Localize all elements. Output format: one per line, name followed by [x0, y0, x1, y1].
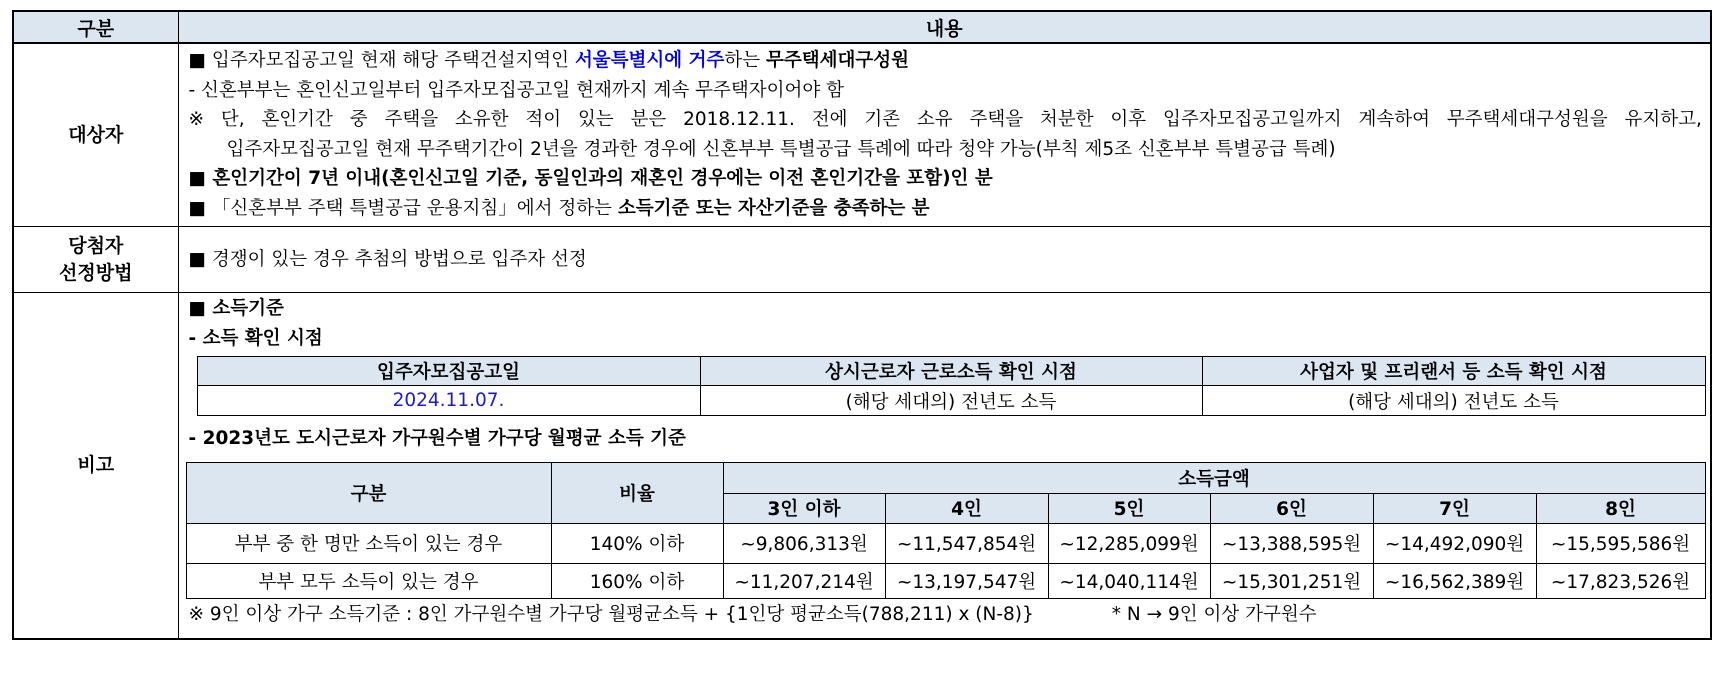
selection-method: ■ 경쟁이 있는 경우 추첨의 방법으로 입주자 선정: [188, 248, 587, 270]
row-label: 부부 모두 소득이 있는 경우: [186, 563, 551, 598]
header-content: 내용: [178, 11, 1711, 43]
target-line-1: [179, 46, 1711, 76]
remarks-label: 비고: [13, 293, 178, 639]
target-line-3-word: 2018.12.11.: [683, 109, 795, 130]
income-value: ~17,823,526원: [1536, 563, 1705, 598]
target-line-5: ■ 혼인기간이 7년 이내(혼인신고일 기준, 동일인과의 재혼인 경우에는 이전 혼인기간을 포함)인 분: [188, 168, 993, 189]
target-line-3-word: 단,: [220, 109, 245, 130]
target-line-1-text: ■ 입주자모집공고일 현재 해당 주택건설지역인: [188, 50, 575, 71]
freelancer-check-value: (해당 세대의) 전년도 소득: [1202, 386, 1705, 416]
income-value: ~15,301,251원: [1210, 563, 1373, 598]
income-check-time-title: - 소득 확인 시점: [188, 327, 323, 349]
row-ratio: 140% 이하: [551, 523, 723, 563]
target-line-3-word: 이후: [1110, 109, 1147, 130]
income-value: ~13,197,547원: [885, 563, 1048, 598]
target-line-3-word: 전에: [811, 109, 848, 130]
col-employee-check: 상시근로자 근로소득 확인 시점: [700, 357, 1202, 386]
target-line-3-word: 처분한: [1039, 109, 1094, 130]
target-line-3-word: 있는: [577, 109, 614, 130]
target-line-6-text: ■ 「신혼부부 주택 특별공급 운용지침」에서 정하는: [188, 197, 618, 219]
header-row: [13, 11, 1711, 43]
target-row: [13, 43, 1711, 227]
income-criteria-title: ■ 소득기준: [188, 298, 284, 319]
table-row: [186, 563, 1705, 598]
row-label: 부부 중 한 명만 소득이 있는 경우: [186, 523, 551, 563]
target-line-3-word: 입주자모집공고일까지: [1162, 109, 1342, 130]
header-category: 구분: [13, 11, 178, 43]
household-size-3: 3인 이하: [723, 493, 885, 523]
income-value: ~15,595,586원: [1536, 523, 1705, 563]
col-announcement-date: 입주자모집공고일: [197, 357, 700, 386]
household-size-6: 6인: [1210, 493, 1373, 523]
selection-row: [13, 227, 1711, 293]
income-value: ~9,806,313원: [723, 523, 885, 563]
selection-label-2: 선정방법: [59, 261, 133, 284]
footnote-formula: ※ 9인 이상 가구 소득기준 : 8인 가구원수별 가구당 월평균소득 + {1인당 평균소득(788,211) x (N-8)}: [188, 603, 1034, 625]
household-size-7: 7인: [1373, 493, 1536, 523]
footnote: [179, 600, 1711, 630]
target-line-1-mid: 하는: [724, 50, 766, 71]
income-standard-table: [186, 462, 1706, 599]
income-value: ~11,207,214원: [723, 563, 885, 598]
income-standard-title: - 2023년도 도시근로자 가구원수별 가구당 월평균 소득 기준: [188, 428, 686, 449]
selection-label-1: 당첨자: [68, 234, 124, 257]
income-value: ~16,562,389원: [1373, 563, 1536, 598]
income-check-table: [197, 356, 1706, 416]
income-value: ~12,285,099원: [1048, 523, 1210, 563]
target-line-3-word: 무주택세대구성원을: [1446, 109, 1608, 130]
employee-check-value: (해당 세대의) 전년도 소득: [700, 386, 1202, 416]
income-value: ~14,492,090원: [1373, 523, 1536, 563]
income-value: ~14,040,114원: [1048, 563, 1210, 598]
household-size-8: 8인: [1536, 493, 1705, 523]
target-line-3-word: 유지하고,: [1624, 109, 1702, 130]
income-value: ~11,547,854원: [885, 523, 1048, 563]
target-line-3-word: ※: [188, 109, 205, 130]
table-row: [186, 523, 1705, 563]
col-freelancer-check: 사업자 및 프리랜서 등 소득 확인 시점: [1202, 357, 1705, 386]
target-line-3-word: 중: [349, 109, 368, 130]
target-line-3-word: 소유한: [454, 109, 509, 130]
target-line-3: [179, 105, 1711, 135]
col-category: 구분: [186, 462, 551, 523]
household-size-5: 5인: [1048, 493, 1210, 523]
target-line-2: - 신혼부부는 혼인신고일부터 입주자모집공고일 현재까지 계속 무주택자이어야 함: [188, 79, 844, 101]
homeless-household: 무주택세대구성원: [765, 50, 909, 71]
target-line-3-word: 주택을: [969, 109, 1024, 130]
eligibility-table: [12, 10, 1712, 640]
target-line-3-word: 소유: [916, 109, 953, 130]
target-line-4: 입주자모집공고일 현재 무주택기간이 2년을 경과한 경우에 신혼부부 특별공급 특례에 따라 청약 가능(부칙 제5조 신혼부부 특별공급 특례): [226, 138, 1336, 160]
selection-label: [13, 227, 178, 293]
col-ratio: 비율: [551, 462, 723, 523]
target-line-3-word: 기존: [864, 109, 901, 130]
target-line-3-word: 계속하여: [1358, 109, 1430, 130]
col-income-amount: 소득금액: [723, 462, 1705, 493]
announcement-date: 2024.11.07.: [197, 386, 700, 416]
income-asset-criteria: 소득기준 또는 자산기준을 충족하는 분: [617, 197, 930, 219]
target-line-3-word: 적이: [525, 109, 562, 130]
income-value: ~13,388,595원: [1210, 523, 1373, 563]
row-ratio: 160% 이하: [551, 563, 723, 598]
household-size-4: 4인: [885, 493, 1048, 523]
target-line-6: [179, 194, 1711, 224]
target-line-3-word: 혼인기간: [261, 109, 333, 130]
target-line-3-word: 분은: [630, 109, 667, 130]
region-highlight: 서울특별시에 거주: [574, 50, 725, 71]
footnote-n-definition: * N → 9인 이상 가구원수: [1111, 603, 1317, 625]
target-line-3-word: 주택을: [384, 109, 439, 130]
remarks-row: [13, 293, 1711, 639]
target-label: 대상자: [13, 43, 178, 227]
